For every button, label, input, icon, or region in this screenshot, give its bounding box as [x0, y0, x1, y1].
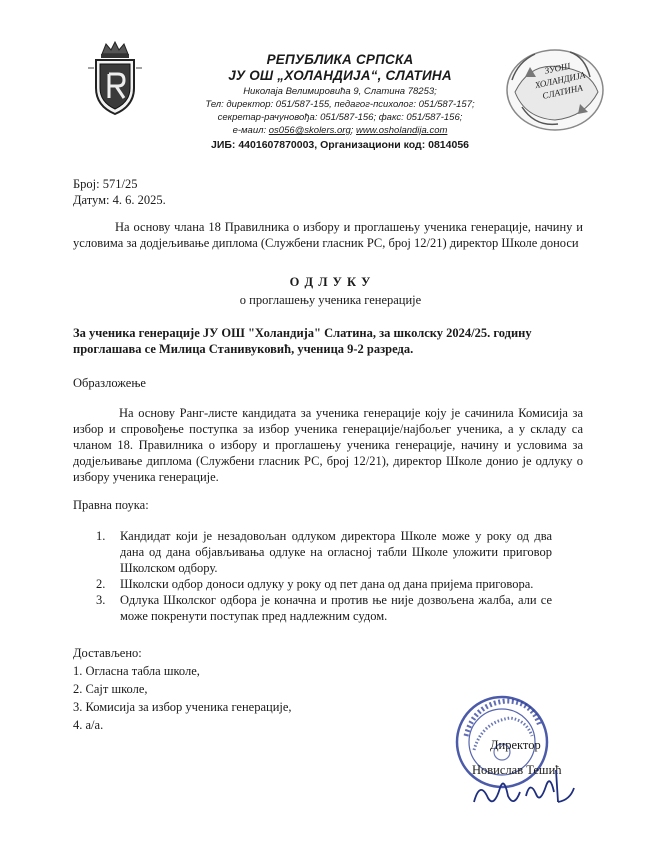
school-emblem-logo: [500, 32, 610, 142]
decision-line-1: За ученика генерације ЈУ ОШ "Холандија" Слатина, за школску 2024/25. годину: [73, 326, 532, 340]
reasoning-paragraph: На основу Ранг-листе кандидата за ученика генерације коју је сачинила Комисија за избор и спровођење поступка за избор ученика генерације/најбољег ученика, а у складу са чланом 18. Правилника о избору и проглашењу ученика генерације, начину и условима за додјељивање диплома (Службени гласник РС, број 12/21), директор Школе донио је одлуку о избору ученика генерације.: [73, 406, 583, 484]
republic-name: РЕПУБЛИКА СРПСКА: [266, 52, 414, 67]
document-number: Број: 571/25: [73, 177, 138, 191]
delivered-item: 2. Сајт школе,: [73, 682, 148, 696]
school-name: ЈУ ОШ „ХОЛАНДИЈА“, СЛАТИНА: [228, 68, 452, 83]
document-date: Датум: 4. 6. 2025.: [73, 193, 166, 207]
school-phones-2: секретар-рачуновођа: 051/587-156; факс: 051/587-156;: [217, 112, 463, 123]
signature-name: Новислав Тешић: [472, 763, 562, 777]
reasoning-label: Образложење: [73, 376, 146, 390]
school-phones-1: Тел: директор: 051/587-155, педагог-психолог: 051/587-157;: [205, 99, 475, 110]
website-link[interactable]: www.osholandija.com: [356, 125, 448, 136]
delivered-item: 3. Комисија за избор ученика генерације,: [73, 700, 292, 714]
legal-instructions-label: Правна поука:: [73, 498, 149, 512]
school-address: Николаја Велимировића 9, Слатина 78253;: [243, 86, 437, 97]
school-contacts: е-маил: os056@skolers.org; www.osholandija.com: [232, 125, 448, 136]
email-label: е-маил:: [232, 125, 267, 136]
delivered-item: 4. а/а.: [73, 718, 104, 732]
legal-item: 1. Кандидат који је незадовољан одлуком директора Школе може у року од два дана од дана објављивања одлуке на огласној табли Школе уложити приговор Школском одбору.: [96, 529, 552, 575]
republic-coat-of-arms-logo: [80, 40, 150, 120]
email-link[interactable]: os056@skolers.org: [268, 125, 351, 136]
decision-title: О Д Л У К У: [289, 275, 372, 289]
legal-item: 2. Школски одбор доноси одлуку у року од пет дана од дана пријема приговора.: [96, 577, 534, 591]
school-ids: ЈИБ: 4401607870003, Организациони код: 0814056: [211, 139, 469, 151]
intro-paragraph: На основу члана 18 Правилника о избору и проглашењу ученика генерације, начину и условима за додјељивање диплома (Службени гласник РС, број 12/21) директор Школе доноси: [73, 220, 583, 250]
legal-item: 3. Одлука Школског одбора је коначна и против ње није дозвољена жалба, али се може покренути поступак пред надлежним судом.: [96, 593, 552, 623]
delivered-section: [73, 645, 292, 733]
handwritten-signature: [470, 762, 580, 812]
school-emblem-text: ЗУОШ ХОЛАНДИЈА СЛАТИНА: [533, 60, 587, 101]
legal-instructions-list: [96, 528, 552, 624]
delivered-item: 1. Огласна табла школе,: [73, 664, 200, 678]
letterhead: [190, 52, 490, 151]
delivered-label: Достављено:: [73, 646, 142, 660]
signature-role: Директор: [490, 738, 541, 752]
decision-subtitle: о проглашењу ученика генерације: [239, 293, 422, 307]
decision-line-2: проглашава се Милица Станивуковић, ученица 9-2 разреда.: [73, 342, 414, 356]
